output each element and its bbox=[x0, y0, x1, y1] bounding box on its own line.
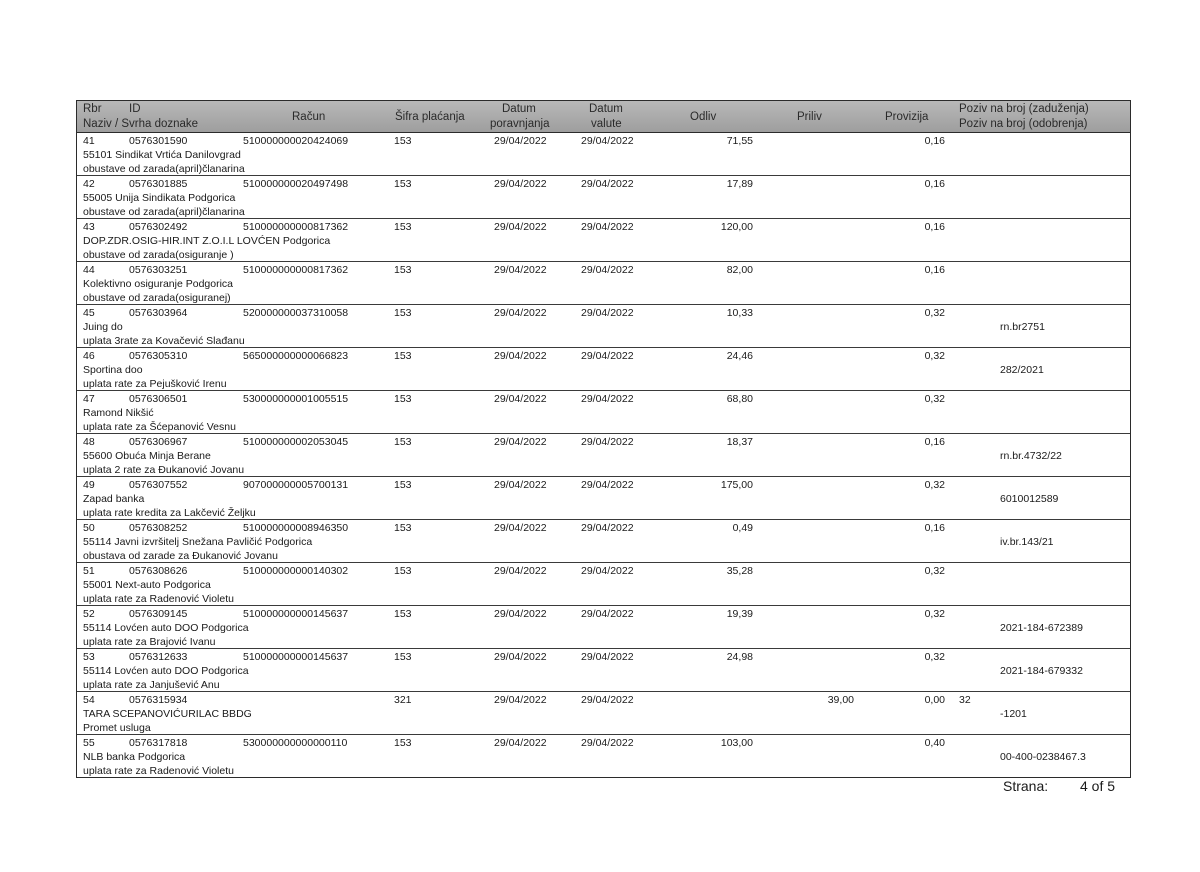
cell-odliv: 24,98 bbox=[726, 651, 753, 663]
cell-id: 0576308252 bbox=[129, 522, 188, 534]
cell-poziv-na-broj: rn.br.4732/22 bbox=[1000, 450, 1062, 462]
cell-racun: 510000000020497498 bbox=[243, 178, 349, 190]
cell-racun: 510000000000145637 bbox=[243, 651, 349, 663]
cell-poziv-na-broj: 6010012589 bbox=[1000, 493, 1059, 505]
cell-sifra: 153 bbox=[394, 651, 412, 663]
cell-provizija: 0,32 bbox=[924, 393, 945, 405]
cell-rbr: 54 bbox=[83, 694, 95, 706]
cell-racun: 510000000000145637 bbox=[243, 608, 349, 620]
cell-svrha: obustave od zarada(april)članarina bbox=[83, 206, 245, 218]
cell-svrha: uplata 2 rate za Đukanović Jovanu bbox=[83, 464, 245, 476]
cell-id: 0576306501 bbox=[129, 393, 188, 405]
cell-id: 0576303964 bbox=[129, 307, 188, 319]
table-row bbox=[77, 348, 1130, 391]
cell-odliv: 10,33 bbox=[726, 307, 753, 319]
header-datum-valute-2: valute bbox=[591, 118, 622, 130]
cell-rbr: 52 bbox=[83, 608, 95, 620]
cell-datum-poravnanja: 29/04/2022 bbox=[494, 178, 547, 190]
cell-rbr: 48 bbox=[83, 436, 95, 448]
cell-id: 0576301885 bbox=[129, 178, 188, 190]
table-body bbox=[77, 133, 1130, 777]
cell-datum-poravnanja: 29/04/2022 bbox=[494, 436, 547, 448]
cell-naziv: 55001 Next-auto Podgorica bbox=[83, 579, 211, 591]
cell-sifra: 153 bbox=[394, 221, 412, 233]
cell-svrha: uplata 3rate za Kovačević Slađanu bbox=[83, 335, 245, 347]
cell-datum-poravnanja: 29/04/2022 bbox=[494, 479, 547, 491]
page-label: Strana: bbox=[1003, 778, 1049, 794]
cell-datum-poravnanja: 29/04/2022 bbox=[494, 393, 547, 405]
cell-svrha: obustave od zarada(osiguranje ) bbox=[83, 249, 234, 261]
cell-racun: 510000000000140302 bbox=[243, 565, 349, 577]
cell-odliv: 82,00 bbox=[726, 264, 753, 276]
header-id: ID bbox=[129, 103, 141, 115]
cell-odliv: 18,37 bbox=[726, 436, 753, 448]
header-datum-poravnanja-2: poravnjanja bbox=[490, 118, 550, 130]
cell-provizija: 0,16 bbox=[924, 522, 945, 534]
cell-datum-valute: 29/04/2022 bbox=[581, 608, 634, 620]
cell-racun: 565000000000066823 bbox=[243, 350, 349, 362]
cell-naziv: DOP.ZDR.OSIG-HIR.INT Z.O.I.L LOVĆEN Podgorica bbox=[83, 235, 331, 247]
cell-svrha: uplata rate za Janjušević Anu bbox=[83, 679, 220, 691]
header-racun: Račun bbox=[292, 111, 326, 123]
cell-datum-poravnanja: 29/04/2022 bbox=[494, 350, 547, 362]
cell-rbr: 53 bbox=[83, 651, 95, 663]
cell-naziv: TARA SCEPANOVIĆURILAC BBDG bbox=[83, 708, 252, 720]
cell-datum-valute: 29/04/2022 bbox=[581, 178, 634, 190]
cell-racun: 510000000000817362 bbox=[243, 264, 349, 276]
cell-odliv: 17,89 bbox=[726, 178, 753, 190]
cell-sifra: 153 bbox=[394, 737, 412, 749]
cell-datum-valute: 29/04/2022 bbox=[581, 436, 634, 448]
transactions-table bbox=[76, 100, 1131, 778]
cell-datum-poravnanja: 29/04/2022 bbox=[494, 737, 547, 749]
cell-datum-valute: 29/04/2022 bbox=[581, 221, 634, 233]
cell-datum-valute: 29/04/2022 bbox=[581, 522, 634, 534]
cell-rbr: 55 bbox=[83, 737, 95, 749]
cell-rbr: 45 bbox=[83, 307, 95, 319]
cell-odliv: 175,00 bbox=[720, 479, 753, 491]
cell-naziv: NLB banka Podgorica bbox=[83, 751, 186, 763]
cell-provizija: 0,32 bbox=[924, 479, 945, 491]
cell-id: 0576303251 bbox=[129, 264, 188, 276]
cell-id: 0576301590 bbox=[129, 135, 188, 147]
cell-odliv: 68,80 bbox=[726, 393, 753, 405]
cell-provizija: 0,32 bbox=[924, 565, 945, 577]
table-row bbox=[77, 692, 1130, 735]
cell-naziv: 55114 Lovćen auto DOO Podgorica bbox=[83, 665, 249, 677]
cell-provizija: 0,16 bbox=[924, 436, 945, 448]
cell-svrha: uplata rate za Šćepanović Vesnu bbox=[83, 421, 236, 433]
table-row bbox=[77, 735, 1130, 777]
cell-naziv: 55114 Lovćen auto DOO Podgorica bbox=[83, 622, 249, 634]
cell-datum-valute: 29/04/2022 bbox=[581, 307, 634, 319]
cell-model: 32 bbox=[959, 694, 971, 706]
cell-poziv-na-broj: 282/2021 bbox=[1000, 364, 1044, 376]
table-row bbox=[77, 649, 1130, 692]
cell-racun: 510000000020424069 bbox=[243, 135, 349, 147]
cell-datum-valute: 29/04/2022 bbox=[581, 651, 634, 663]
page-number: 4 of 5 bbox=[1080, 778, 1116, 794]
cell-provizija: 0,16 bbox=[924, 264, 945, 276]
cell-racun: 530000000000000110 bbox=[243, 737, 348, 749]
cell-racun: 510000000002053045 bbox=[243, 436, 349, 448]
header-odliv: Odliv bbox=[690, 111, 717, 123]
cell-provizija: 0,40 bbox=[924, 737, 945, 749]
cell-sifra: 153 bbox=[394, 479, 412, 491]
cell-id: 0576317818 bbox=[129, 737, 188, 749]
cell-naziv: Juing do bbox=[83, 321, 123, 333]
cell-naziv: Ramond Nikšić bbox=[83, 407, 154, 419]
cell-sifra: 153 bbox=[394, 350, 412, 362]
cell-naziv: Sportina doo bbox=[83, 364, 143, 376]
table-row bbox=[77, 176, 1130, 219]
cell-svrha: obustave od zarada(osiguranej) bbox=[83, 292, 231, 304]
cell-provizija: 0,32 bbox=[924, 608, 945, 620]
cell-naziv: 55101 Sindikat Vrtića Danilovgrad bbox=[83, 149, 241, 161]
cell-poziv-na-broj: 2021-184-679332 bbox=[1000, 665, 1083, 677]
cell-provizija: 0,16 bbox=[924, 135, 945, 147]
cell-id: 0576307552 bbox=[129, 479, 188, 491]
cell-racun: 520000000037310058 bbox=[243, 307, 349, 319]
cell-odliv: 35,28 bbox=[726, 565, 753, 577]
cell-svrha: uplata rate za Brajović Ivanu bbox=[83, 636, 216, 648]
cell-id: 0576309145 bbox=[129, 608, 188, 620]
cell-poziv-na-broj: 2021-184-672389 bbox=[1000, 622, 1083, 634]
cell-naziv: 55600 Obuća Minja Berane bbox=[83, 450, 211, 462]
header-poziv-odobrenja: Poziv na broj (odobrenja) bbox=[959, 118, 1088, 130]
cell-svrha: obustave od zarada(april)članarina bbox=[83, 163, 245, 175]
header-sifra: Šifra plaćanja bbox=[395, 111, 465, 123]
cell-rbr: 42 bbox=[83, 178, 95, 190]
table-row bbox=[77, 133, 1130, 176]
cell-id: 0576312633 bbox=[129, 651, 188, 663]
cell-id: 0576315934 bbox=[129, 694, 188, 706]
cell-svrha: uplata rate kredita za Lakčević Željku bbox=[83, 507, 256, 519]
cell-datum-valute: 29/04/2022 bbox=[581, 737, 634, 749]
cell-naziv: 55005 Unija Sindikata Podgorica bbox=[83, 192, 236, 204]
table-row bbox=[77, 477, 1130, 520]
cell-sifra: 321 bbox=[394, 694, 412, 706]
cell-datum-poravnanja: 29/04/2022 bbox=[494, 608, 547, 620]
cell-datum-poravnanja: 29/04/2022 bbox=[494, 221, 547, 233]
cell-sifra: 153 bbox=[394, 135, 412, 147]
cell-poziv-na-broj: -1201 bbox=[1000, 708, 1027, 720]
cell-datum-poravnanja: 29/04/2022 bbox=[494, 565, 547, 577]
cell-id: 0576306967 bbox=[129, 436, 188, 448]
header-naziv: Naziv / Svrha doznake bbox=[83, 118, 199, 130]
cell-sifra: 153 bbox=[394, 436, 412, 448]
cell-rbr: 41 bbox=[83, 135, 95, 147]
cell-rbr: 43 bbox=[83, 221, 95, 233]
cell-datum-poravnanja: 29/04/2022 bbox=[494, 264, 547, 276]
cell-rbr: 46 bbox=[83, 350, 95, 362]
cell-racun: 510000000000817362 bbox=[243, 221, 349, 233]
cell-poziv-na-broj: rn.br2751 bbox=[1000, 321, 1045, 333]
cell-svrha: uplata rate za Radenović Violetu bbox=[83, 593, 234, 605]
cell-poziv-na-broj: 00-400-0238467.3 bbox=[1000, 751, 1086, 763]
table-row bbox=[77, 262, 1130, 305]
header-priliv: Priliv bbox=[797, 111, 822, 123]
cell-sifra: 153 bbox=[394, 393, 412, 405]
cell-odliv: 103,00 bbox=[720, 737, 753, 749]
cell-odliv: 24,46 bbox=[726, 350, 753, 362]
cell-sifra: 153 bbox=[394, 522, 412, 534]
header-rbr: Rbr bbox=[83, 103, 102, 115]
cell-datum-poravnanja: 29/04/2022 bbox=[494, 651, 547, 663]
cell-datum-poravnanja: 29/04/2022 bbox=[494, 694, 547, 706]
cell-datum-valute: 29/04/2022 bbox=[581, 565, 634, 577]
cell-odliv: 71,55 bbox=[726, 135, 753, 147]
table-row bbox=[77, 219, 1130, 262]
cell-datum-valute: 29/04/2022 bbox=[581, 264, 634, 276]
cell-odliv: 19,39 bbox=[726, 608, 753, 620]
cell-racun: 530000000001005515 bbox=[243, 393, 349, 405]
cell-svrha: uplata rate za Radenović Violetu bbox=[83, 765, 234, 777]
cell-odliv: 0,49 bbox=[732, 522, 753, 534]
cell-provizija: 0,16 bbox=[924, 178, 945, 190]
cell-svrha: Promet usluga bbox=[83, 722, 151, 734]
table-header bbox=[77, 100, 1130, 133]
cell-provizija: 0,16 bbox=[924, 221, 945, 233]
cell-datum-valute: 29/04/2022 bbox=[581, 479, 634, 491]
cell-racun: 907000000005700131 bbox=[243, 479, 349, 491]
cell-datum-poravnanja: 29/04/2022 bbox=[494, 135, 547, 147]
cell-id: 0576302492 bbox=[129, 221, 188, 233]
cell-datum-poravnanja: 29/04/2022 bbox=[494, 522, 547, 534]
cell-datum-valute: 29/04/2022 bbox=[581, 393, 634, 405]
cell-rbr: 44 bbox=[83, 264, 95, 276]
cell-racun: 510000000008946350 bbox=[243, 522, 349, 534]
cell-rbr: 47 bbox=[83, 393, 95, 405]
header-datum-valute-1: Datum bbox=[589, 103, 623, 115]
cell-rbr: 49 bbox=[83, 479, 95, 491]
header-datum-poravnanja-1: Datum bbox=[502, 103, 536, 115]
table-row bbox=[77, 563, 1130, 606]
cell-sifra: 153 bbox=[394, 307, 412, 319]
cell-naziv: Zapad banka bbox=[83, 493, 145, 505]
cell-provizija: 0,32 bbox=[924, 307, 945, 319]
cell-datum-valute: 29/04/2022 bbox=[581, 350, 634, 362]
table-row bbox=[77, 606, 1130, 649]
cell-datum-valute: 29/04/2022 bbox=[581, 694, 634, 706]
cell-sifra: 153 bbox=[394, 178, 412, 190]
header-poziv-zaduzenja: Poziv na broj (zaduženja) bbox=[959, 103, 1089, 115]
cell-priliv: 39,00 bbox=[827, 694, 854, 706]
header-provizija: Provizija bbox=[885, 111, 929, 123]
cell-id: 0576308626 bbox=[129, 565, 188, 577]
cell-id: 0576305310 bbox=[129, 350, 188, 362]
cell-svrha: uplata rate za Pejušković Irenu bbox=[83, 378, 227, 390]
cell-datum-poravnanja: 29/04/2022 bbox=[494, 307, 547, 319]
cell-naziv: 55114 Javni izvršitelj Snežana Pavličić Podgorica bbox=[83, 536, 313, 548]
cell-naziv: Kolektivno osiguranje Podgorica bbox=[83, 278, 234, 290]
table-row bbox=[77, 391, 1130, 434]
cell-odliv: 120,00 bbox=[720, 221, 753, 233]
cell-provizija: 0,32 bbox=[924, 350, 945, 362]
table-row bbox=[77, 520, 1130, 563]
table-row bbox=[77, 305, 1130, 348]
cell-provizija: 0,00 bbox=[924, 694, 945, 706]
cell-rbr: 50 bbox=[83, 522, 95, 534]
cell-sifra: 153 bbox=[394, 608, 412, 620]
cell-rbr: 51 bbox=[83, 565, 95, 577]
cell-provizija: 0,32 bbox=[924, 651, 945, 663]
cell-sifra: 153 bbox=[394, 565, 412, 577]
cell-datum-valute: 29/04/2022 bbox=[581, 135, 634, 147]
cell-svrha: obustava od zarade za Đukanović Jovanu bbox=[83, 550, 278, 562]
table-row bbox=[77, 434, 1130, 477]
cell-poziv-na-broj: iv.br.143/21 bbox=[1000, 536, 1054, 548]
cell-sifra: 153 bbox=[394, 264, 412, 276]
